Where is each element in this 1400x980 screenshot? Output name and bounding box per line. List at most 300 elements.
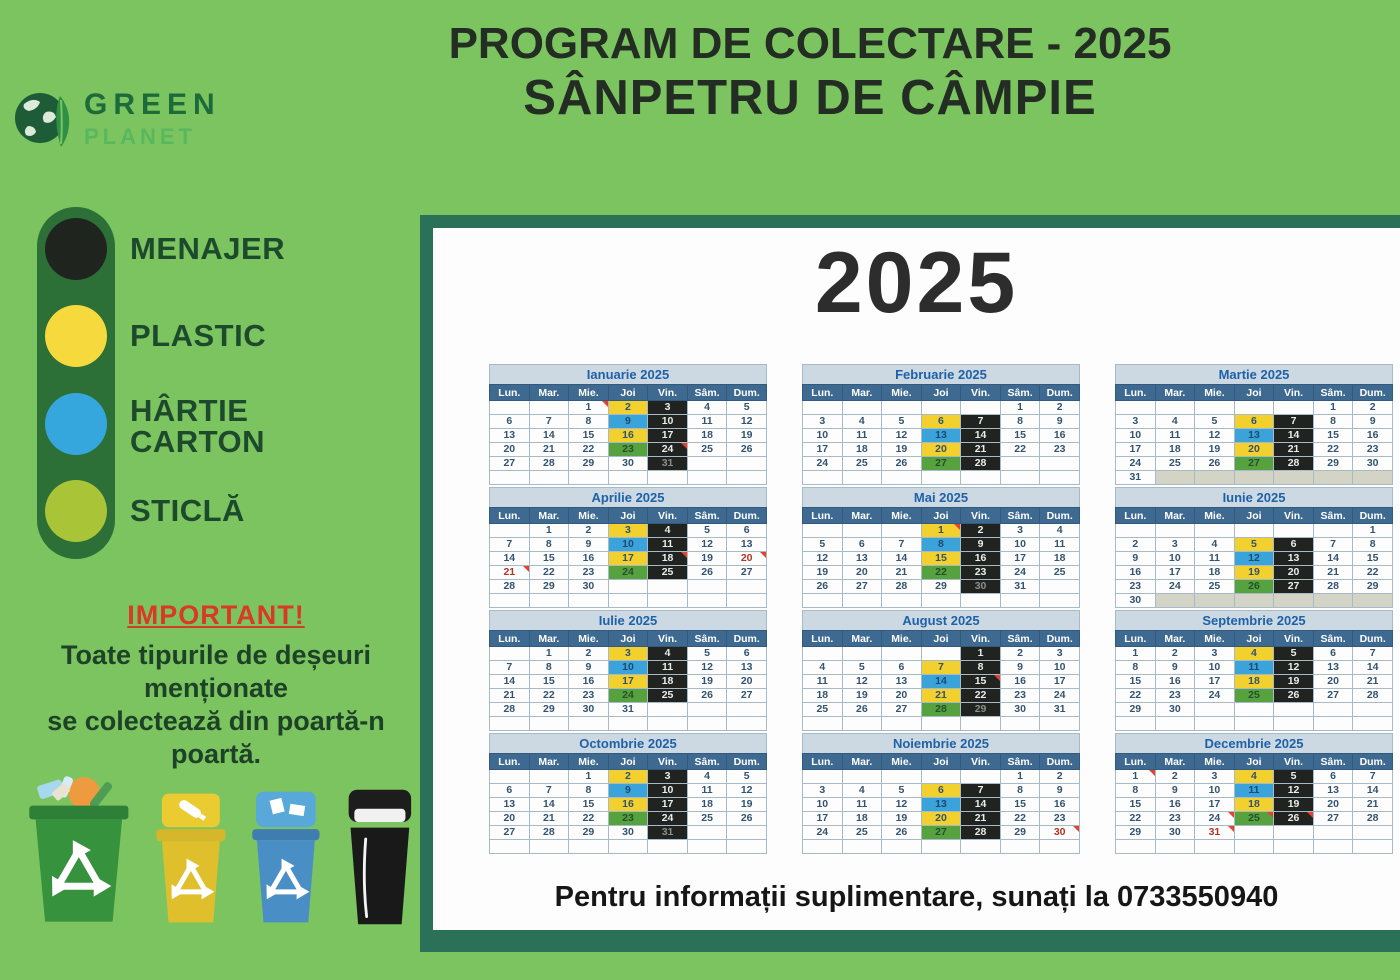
day-cell [842, 524, 882, 538]
day-cell: 2 [1040, 401, 1080, 415]
day-cell: 18 [803, 689, 843, 703]
day-cell [648, 717, 688, 731]
day-cell: 1 [1313, 401, 1353, 415]
day-cell: 27 [1313, 689, 1353, 703]
day-cell: 26 [727, 812, 767, 826]
day-cell: 7 [961, 784, 1001, 798]
day-cell: 21 [529, 443, 569, 457]
day-cell: 23 [1040, 812, 1080, 826]
day-cell [1155, 401, 1195, 415]
month-decembrie [1115, 733, 1393, 856]
month-title: Martie 2025 [1115, 364, 1393, 384]
day-header: Lun. [490, 754, 530, 770]
day-cell: 17 [1155, 566, 1195, 580]
day-header: Mar. [529, 508, 569, 524]
day-cell: 14 [882, 552, 922, 566]
day-cell: 20 [490, 443, 530, 457]
day-cell [727, 840, 767, 854]
day-cell [1274, 826, 1314, 840]
day-cell: 22 [1000, 812, 1040, 826]
day-cell [1116, 717, 1156, 731]
day-cell [1274, 401, 1314, 415]
headline [415, 20, 1205, 126]
day-cell: 29 [569, 457, 609, 471]
day-cell [1040, 840, 1080, 854]
day-cell: 9 [1155, 661, 1195, 675]
day-header: Vin. [961, 754, 1001, 770]
day-cell: 9 [1116, 552, 1156, 566]
day-cell: 2 [608, 770, 648, 784]
day-cell: 9 [569, 661, 609, 675]
day-cell [648, 471, 688, 485]
day-cell: 18 [1195, 566, 1235, 580]
blue-bin [243, 788, 329, 928]
day-cell: 8 [569, 784, 609, 798]
day-cell [727, 703, 767, 717]
day-cell: 20 [921, 812, 961, 826]
day-header: Dum. [1040, 754, 1080, 770]
day-cell: 12 [727, 784, 767, 798]
day-cell: 11 [1155, 429, 1195, 443]
day-cell: 4 [1040, 524, 1080, 538]
day-cell: 25 [687, 443, 727, 457]
day-cell: 20 [1274, 566, 1314, 580]
day-header: Lun. [803, 754, 843, 770]
day-cell: 19 [882, 812, 922, 826]
day-header: Vin. [1274, 754, 1314, 770]
day-cell [921, 471, 961, 485]
month-noiembrie [802, 733, 1080, 856]
day-cell: 19 [687, 675, 727, 689]
day-cell [842, 647, 882, 661]
day-cell: 24 [1040, 689, 1080, 703]
day-cell: 5 [1234, 538, 1274, 552]
day-cell [529, 717, 569, 731]
day-header: Vin. [1274, 631, 1314, 647]
day-header: Lun. [1116, 754, 1156, 770]
day-header: Mie. [1195, 385, 1235, 401]
day-cell: 14 [1313, 552, 1353, 566]
day-cell [687, 471, 727, 485]
day-cell: 30 [569, 703, 609, 717]
day-cell: 22 [529, 689, 569, 703]
day-cell: 17 [1195, 675, 1235, 689]
day-cell: 8 [1116, 784, 1156, 798]
day-cell: 10 [803, 798, 843, 812]
day-cell [921, 594, 961, 608]
day-cell: 11 [1234, 661, 1274, 675]
day-cell [1234, 524, 1274, 538]
important-note [0, 600, 432, 771]
month-iulie [489, 610, 767, 733]
day-cell: 21 [1313, 566, 1353, 580]
day-cell: 8 [961, 661, 1001, 675]
month-title: Noiembrie 2025 [802, 733, 1080, 753]
day-cell: 11 [1234, 784, 1274, 798]
day-cell [921, 647, 961, 661]
day-cell: 6 [727, 524, 767, 538]
day-cell [882, 647, 922, 661]
day-header: Lun. [1116, 508, 1156, 524]
day-header: Sâm. [1000, 631, 1040, 647]
day-cell: 15 [1313, 429, 1353, 443]
day-cell: 3 [608, 524, 648, 538]
day-cell [882, 840, 922, 854]
day-cell: 9 [608, 415, 648, 429]
day-cell: 27 [1234, 457, 1274, 471]
day-cell [1000, 840, 1040, 854]
day-header: Vin. [1274, 508, 1314, 524]
day-cell: 12 [882, 798, 922, 812]
day-cell: 12 [687, 661, 727, 675]
day-cell: 20 [1313, 798, 1353, 812]
day-header: Vin. [648, 754, 688, 770]
plastic-dot [45, 305, 107, 367]
day-cell [569, 471, 609, 485]
day-cell: 3 [1040, 647, 1080, 661]
day-cell [608, 580, 648, 594]
day-header: Joi [921, 631, 961, 647]
day-cell [842, 770, 882, 784]
day-cell: 6 [1274, 538, 1314, 552]
day-cell: 25 [687, 812, 727, 826]
day-cell [1353, 471, 1393, 485]
day-cell: 23 [1116, 580, 1156, 594]
day-header: Mar. [1155, 508, 1195, 524]
day-header: Sâm. [1000, 754, 1040, 770]
day-cell [921, 770, 961, 784]
day-cell: 15 [1116, 798, 1156, 812]
day-header: Sâm. [1313, 385, 1353, 401]
day-cell: 12 [842, 675, 882, 689]
day-cell [1000, 457, 1040, 471]
day-cell: 28 [490, 703, 530, 717]
day-cell: 31 [648, 826, 688, 840]
day-cell [727, 826, 767, 840]
day-cell: 29 [529, 703, 569, 717]
day-cell: 27 [727, 689, 767, 703]
day-cell: 13 [1313, 661, 1353, 675]
month-title: Septembrie 2025 [1115, 610, 1393, 630]
day-cell: 23 [1000, 689, 1040, 703]
day-cell [882, 770, 922, 784]
day-cell: 18 [1234, 798, 1274, 812]
day-cell: 5 [727, 401, 767, 415]
day-cell: 14 [529, 798, 569, 812]
day-cell [1234, 703, 1274, 717]
day-cell [687, 580, 727, 594]
important-heading: IMPORTANT! [127, 600, 305, 630]
day-cell: 18 [842, 443, 882, 457]
day-header: Dum. [1040, 385, 1080, 401]
day-cell: 5 [842, 661, 882, 675]
day-cell: 25 [842, 457, 882, 471]
day-cell: 14 [961, 798, 1001, 812]
day-cell: 25 [1195, 580, 1235, 594]
day-cell: 1 [1000, 401, 1040, 415]
day-cell [1040, 471, 1080, 485]
day-cell [1195, 840, 1235, 854]
day-cell [1353, 826, 1393, 840]
day-cell [842, 401, 882, 415]
day-cell [1195, 524, 1235, 538]
day-cell: 16 [1116, 566, 1156, 580]
day-cell: 31 [1040, 703, 1080, 717]
day-cell: 14 [1353, 661, 1393, 675]
day-cell: 26 [842, 703, 882, 717]
day-cell: 9 [1353, 415, 1393, 429]
day-cell [608, 594, 648, 608]
day-cell: 2 [569, 524, 609, 538]
legend-label-menajer: MENAJER [130, 231, 286, 266]
day-cell [490, 770, 530, 784]
day-cell [1313, 703, 1353, 717]
day-cell: 24 [1116, 457, 1156, 471]
day-cell: 20 [842, 566, 882, 580]
day-header: Joi [608, 508, 648, 524]
day-cell: 5 [1274, 770, 1314, 784]
day-cell [727, 471, 767, 485]
day-cell [1313, 717, 1353, 731]
day-cell [1116, 524, 1156, 538]
day-cell: 20 [1313, 675, 1353, 689]
day-cell: 1 [529, 524, 569, 538]
day-cell: 19 [1274, 798, 1314, 812]
day-cell: 6 [1313, 647, 1353, 661]
day-cell: 3 [648, 401, 688, 415]
day-cell [1116, 401, 1156, 415]
day-cell: 20 [882, 689, 922, 703]
day-cell: 30 [1155, 703, 1195, 717]
day-cell: 29 [569, 826, 609, 840]
day-cell [687, 457, 727, 471]
day-cell: 25 [1155, 457, 1195, 471]
day-header: Joi [921, 385, 961, 401]
day-cell: 1 [921, 524, 961, 538]
day-cell: 30 [608, 457, 648, 471]
day-cell: 16 [961, 552, 1001, 566]
day-cell: 23 [608, 812, 648, 826]
day-cell: 15 [1353, 552, 1393, 566]
day-cell: 15 [569, 798, 609, 812]
day-cell: 28 [529, 457, 569, 471]
day-cell [529, 840, 569, 854]
globe-leaf-icon [12, 84, 78, 154]
day-cell [1313, 594, 1353, 608]
day-cell: 29 [961, 703, 1001, 717]
day-cell: 15 [1000, 429, 1040, 443]
day-cell: 21 [529, 812, 569, 826]
day-cell: 12 [727, 415, 767, 429]
day-cell: 26 [687, 689, 727, 703]
day-cell [490, 840, 530, 854]
day-header: Mar. [529, 631, 569, 647]
day-cell: 17 [608, 675, 648, 689]
day-header: Mar. [529, 754, 569, 770]
day-cell [803, 717, 843, 731]
day-cell: 17 [1195, 798, 1235, 812]
day-cell: 3 [803, 784, 843, 798]
day-cell [1234, 471, 1274, 485]
day-cell: 17 [608, 552, 648, 566]
day-cell: 20 [727, 675, 767, 689]
day-header: Mie. [1195, 631, 1235, 647]
day-cell: 23 [1155, 689, 1195, 703]
month-title: Ianuarie 2025 [489, 364, 767, 384]
day-cell: 18 [1155, 443, 1195, 457]
day-cell [648, 703, 688, 717]
day-cell [1040, 457, 1080, 471]
day-cell [1234, 826, 1274, 840]
day-cell: 19 [687, 552, 727, 566]
day-cell: 27 [490, 457, 530, 471]
day-cell [803, 471, 843, 485]
day-cell: 18 [1234, 675, 1274, 689]
day-cell: 19 [727, 429, 767, 443]
day-cell [1234, 594, 1274, 608]
day-header: Dum. [1353, 631, 1393, 647]
day-cell: 11 [842, 798, 882, 812]
day-cell: 14 [1353, 784, 1393, 798]
day-cell: 22 [1116, 812, 1156, 826]
day-cell: 7 [1274, 415, 1314, 429]
day-cell: 2 [1155, 770, 1195, 784]
day-cell: 22 [1313, 443, 1353, 457]
day-cell: 6 [842, 538, 882, 552]
day-cell: 7 [529, 784, 569, 798]
day-cell: 16 [1040, 798, 1080, 812]
day-cell: 8 [1116, 661, 1156, 675]
day-cell: 1 [569, 770, 609, 784]
day-cell [1195, 401, 1235, 415]
day-cell [961, 770, 1001, 784]
day-cell: 13 [1274, 552, 1314, 566]
day-cell: 18 [648, 675, 688, 689]
day-cell: 16 [1353, 429, 1393, 443]
day-header: Mie. [882, 385, 922, 401]
day-cell: 30 [569, 580, 609, 594]
day-header: Lun. [490, 508, 530, 524]
day-cell [1274, 840, 1314, 854]
day-header: Lun. [490, 385, 530, 401]
day-cell [803, 840, 843, 854]
day-cell: 18 [648, 552, 688, 566]
day-cell [921, 401, 961, 415]
day-cell [1155, 840, 1195, 854]
day-cell [727, 717, 767, 731]
day-header: Dum. [1353, 385, 1393, 401]
day-cell: 30 [1000, 703, 1040, 717]
bottom-bar [420, 930, 1400, 952]
day-header: Sâm. [687, 754, 727, 770]
day-cell: 27 [727, 566, 767, 580]
day-cell: 1 [1116, 770, 1156, 784]
day-header: Mar. [1155, 385, 1195, 401]
day-cell: 24 [803, 457, 843, 471]
day-cell: 19 [882, 443, 922, 457]
day-header: Vin. [648, 508, 688, 524]
day-cell [1155, 594, 1195, 608]
day-cell: 30 [961, 580, 1001, 594]
day-cell: 26 [803, 580, 843, 594]
day-cell: 16 [569, 552, 609, 566]
day-cell: 7 [490, 661, 530, 675]
day-cell [490, 524, 530, 538]
day-cell: 24 [1155, 580, 1195, 594]
day-cell: 20 [921, 443, 961, 457]
day-cell: 2 [1353, 401, 1393, 415]
day-cell: 16 [1155, 675, 1195, 689]
day-cell: 2 [1040, 770, 1080, 784]
day-header: Dum. [727, 631, 767, 647]
day-cell [1353, 594, 1393, 608]
day-cell: 9 [1155, 784, 1195, 798]
day-cell: 3 [1155, 538, 1195, 552]
day-cell: 2 [1116, 538, 1156, 552]
day-cell [961, 840, 1001, 854]
bins-illustration [20, 768, 422, 928]
day-cell [1000, 717, 1040, 731]
day-cell: 28 [490, 580, 530, 594]
day-cell: 23 [569, 689, 609, 703]
day-header: Joi [921, 754, 961, 770]
headline-line2: SÂNPETRU DE CÂMPIE [523, 71, 1097, 126]
day-cell: 3 [1000, 524, 1040, 538]
day-cell: 10 [1116, 429, 1156, 443]
month-title: Decembrie 2025 [1115, 733, 1393, 753]
logo-text-green: GREEN [84, 88, 221, 121]
month-aprilie [489, 487, 767, 610]
day-header: Joi [1234, 508, 1274, 524]
day-header: Mar. [842, 385, 882, 401]
hartie-dot [45, 393, 107, 455]
black-bin [338, 786, 422, 928]
day-cell: 13 [727, 661, 767, 675]
day-cell: 21 [961, 443, 1001, 457]
day-cell: 28 [961, 457, 1001, 471]
day-cell: 2 [608, 401, 648, 415]
day-cell: 26 [1274, 689, 1314, 703]
day-cell: 13 [727, 538, 767, 552]
day-cell [490, 647, 530, 661]
day-cell: 30 [1040, 826, 1080, 840]
day-cell: 18 [842, 812, 882, 826]
headline-line1: PROGRAM DE COLECTARE - 2025 [448, 19, 1172, 68]
day-cell: 6 [1313, 770, 1353, 784]
day-cell: 22 [529, 566, 569, 580]
day-cell: 2 [1000, 647, 1040, 661]
month-februarie [802, 364, 1080, 487]
menajer-dot [45, 218, 107, 280]
day-header: Lun. [803, 508, 843, 524]
day-cell: 7 [1313, 538, 1353, 552]
day-header: Mie. [1195, 508, 1235, 524]
day-header: Mar. [1155, 754, 1195, 770]
day-cell [1274, 717, 1314, 731]
day-cell: 23 [608, 443, 648, 457]
month-martie [1115, 364, 1393, 487]
day-cell: 3 [648, 770, 688, 784]
day-cell: 12 [1274, 784, 1314, 798]
day-cell: 29 [529, 580, 569, 594]
month-title: August 2025 [802, 610, 1080, 630]
day-cell: 4 [1155, 415, 1195, 429]
day-cell [490, 401, 530, 415]
day-cell: 6 [1234, 415, 1274, 429]
day-cell: 15 [569, 429, 609, 443]
day-cell: 10 [1000, 538, 1040, 552]
day-cell: 1 [529, 647, 569, 661]
